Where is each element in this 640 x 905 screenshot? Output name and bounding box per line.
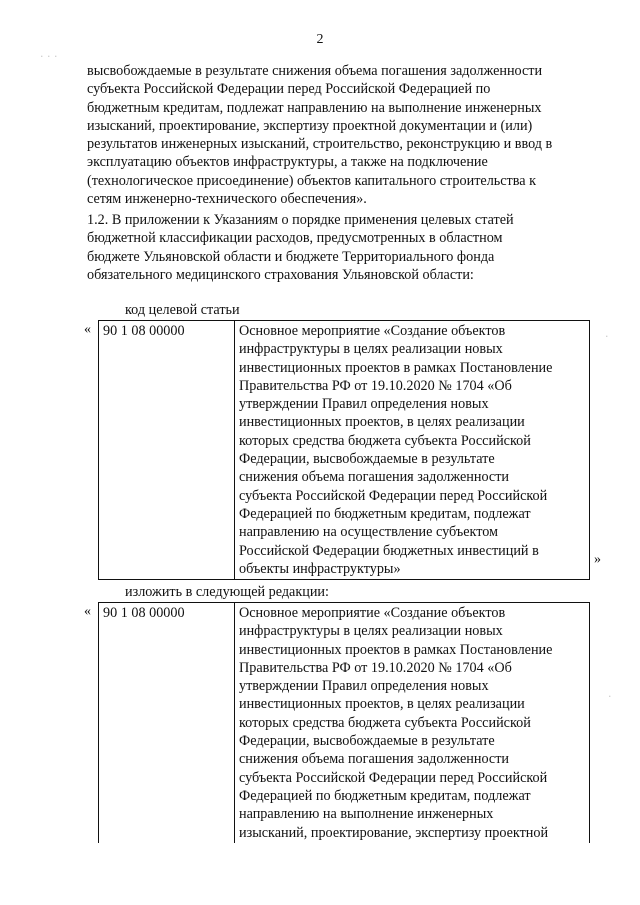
quote-close-old: » — [594, 552, 601, 567]
quote-open-old: « — [84, 322, 91, 337]
label-new-edition: изложить в следующей редакции: — [125, 584, 329, 600]
scan-mark-top-left: · · · — [40, 50, 58, 63]
old-entry-code: 90 1 08 00000 — [99, 321, 235, 580]
scan-mark-right: · — [605, 330, 609, 343]
new-entry-table — [98, 602, 590, 843]
old-entry-text: Основное мероприятие «Создание объектов инфраструктуры в целях реализации новых инвестиционных проектов в рамках Постановление Правительства РФ от 19.10.2020 № 1704 «Об утверждении Правил определения новых инвестиционных проектов, в целях реализации которых средства бюджета субъекта Российской Федерации, высвобождаемые в результате снижения объема погашения задолженности субъекта Российской Федерации перед Российской Федерацией по бюджетным кредитам, подлежат направлению на осуществление субъектом Российской Федерации бюджетных инвестиций в объекты инфраструктуры» — [235, 321, 590, 580]
label-target-code: код целевой статьи — [125, 302, 240, 318]
section-paragraph: 1.2. В приложении к Указаниям о порядке применения целевых статей бюджетной классификации расходов, предусмотренных в областном бюджете Ульяновской области и бюджете Территориального фонда обязательного медицинского страхования Ульяновской области: — [87, 212, 514, 283]
old-entry-table — [98, 320, 590, 580]
table-row — [99, 321, 590, 580]
new-entry-code: 90 1 08 00000 — [99, 603, 235, 843]
new-entry-text: Основное мероприятие «Создание объектов инфраструктуры в целях реализации новых инвестиционных проектов в рамках Постановление Правительства РФ от 19.10.2020 № 1704 «Об утверждении Правил определения новых инвестиционных проектов, в целях реализации которых средства бюджета субъекта Российской Федерации, высвобождаемые в результате снижения объема погашения задолженности субъекта Российской Федерации перед Российской Федерацией по бюджетным кредитам, подлежат направлению на выполнение инженерных изысканий, проектирование, экспертизу проектной — [235, 603, 590, 843]
page-number: 2 — [316, 32, 324, 47]
table-row — [99, 603, 590, 843]
scan-mark-right-lower: · — [608, 690, 612, 703]
intro-paragraph: высвобождаемые в результате снижения объема погашения задолженности субъекта Российской Федерации перед Российской Федерацией по бюджетным кредитам, подлежат направлению на выполнение инженерных изысканий, проектирование, экспертизу проектной документации и (или) результатов инженерных изысканий, строительство, реконструкцию и ввод в эксплуатацию объектов инфраструктуры, а также на подключение (технологическое присоединение) объектов капитального строительства к сетям инженерно-технического обеспечения». — [87, 63, 553, 208]
quote-open-new: « — [84, 604, 91, 619]
